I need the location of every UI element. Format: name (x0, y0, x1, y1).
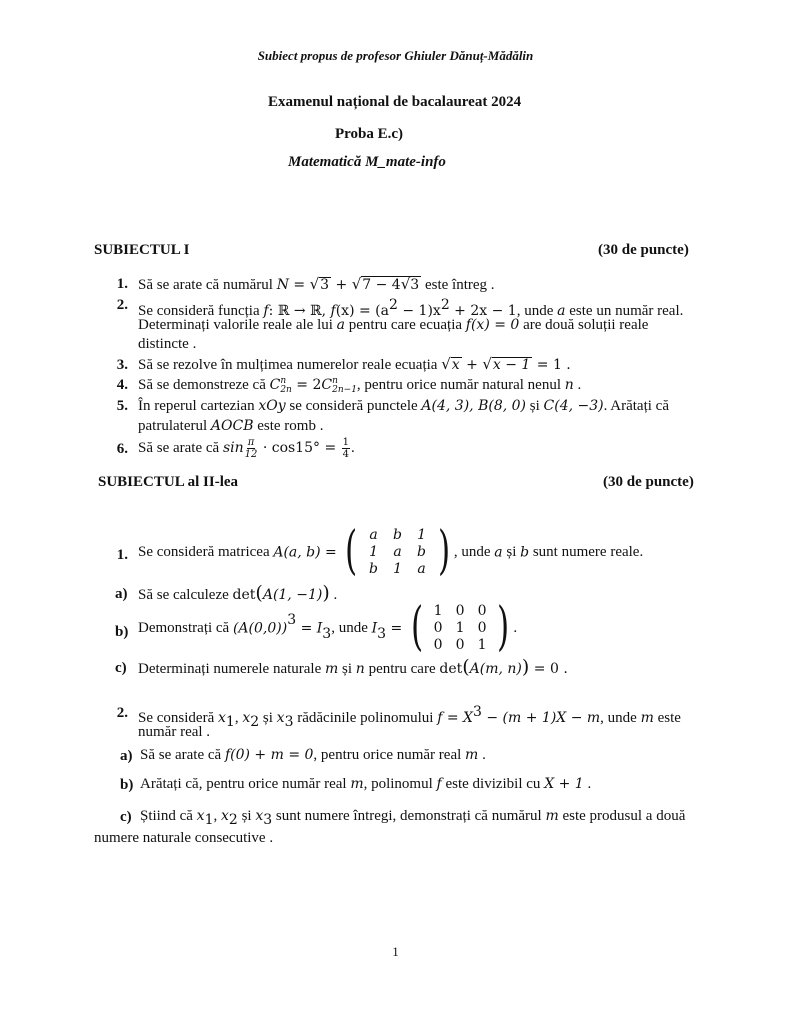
identity-cell: 1 (433, 603, 443, 619)
s1-item2-line2: Determinați valorile reale ale lui a pentru care ecuația f(x) = 0 are două soluții reale (138, 317, 649, 333)
s1-item5-number: 5. (116, 398, 128, 414)
s2-p1-c: Determinați numerele naturale m și n pentru care det(A(m, n)) = 0 . (138, 656, 568, 678)
s2-p2-c-label: c) (120, 809, 132, 825)
s2-p2-intro: Se consideră $x_1$, $x_2$ și $x_3$ rădăcinile polinomului $f = X^3 - (m + 1)X - m$, unde m este (138, 704, 681, 730)
matrix-a-cell: b (393, 527, 403, 543)
identity-cell: 1 (455, 620, 465, 636)
s2-p2-c-line2: numere naturale consecutive . (94, 830, 274, 846)
identity-cell: 0 (477, 620, 487, 636)
identity-cell: 0 (433, 637, 443, 653)
s2-p2-a: Să se arate că f(0) + m = 0, pentru orice număr real m . (140, 747, 486, 763)
s2-p1-c-label: c) (115, 660, 127, 676)
s1-item1-number: 1. (116, 276, 128, 292)
identity-cell: 0 (455, 637, 465, 653)
s1-item6-number: 6. (116, 441, 128, 457)
s2-p1-number: 1. (116, 547, 128, 563)
matrix-A: ( a b 1 1 a b b 1 a ) (345, 520, 450, 581)
matrix-a-cell: 1 (393, 561, 402, 577)
s2-p1-b-label: b) (115, 624, 129, 640)
matrix-a-cell: a (369, 527, 378, 543)
s1-item2-line1: Se consideră funcția f: ℝ → ℝ, $f(x) = (a^2 - 1)x^2 + 2x - 1$, unde a este un număr real. (138, 297, 684, 319)
s1-item3-number: 3. (116, 357, 128, 373)
section1-title: SUBIECTUL I (94, 242, 190, 258)
matrix-a-cell: 1 (369, 544, 378, 560)
s1-item5-line2: patrulaterul AOCB este romb . (138, 418, 324, 434)
page-number: 1 (392, 944, 399, 959)
s1-item3: Să se rezolve în mulțimea numerelor reale ecuația √x + √x − 1 = 1 . (138, 355, 571, 373)
s2-p2-b-label: b) (120, 777, 134, 793)
s1-item6: Să se arate că sin $\frac{\pi}{12}$ · cos15° = $\frac{1}{4}$ . (138, 437, 355, 461)
matrix-a-cell: 1 (417, 527, 426, 543)
s2-p2-c: Știind că $x_1$, $x_2$ și $x_3$ sunt numere întregi, demonstrați că numărul m este produsul a două (140, 808, 686, 828)
s1-item5-line1: În reperul cartezian xOy se consideră punctele A(4, 3), B(8, 0) și C(4, −3). Arătați că (138, 398, 669, 414)
s1-item4-number: 4. (116, 377, 128, 393)
s2-p1-b: Demonstrați că $(A(0,0))^3 = I_3$, unde $I_3$ = ( 1 0 0 0 1 0 0 0 1 ) . (138, 596, 518, 657)
s2-p2-b: Arătați că, pentru orice număr real m, polinomul f este divizibil cu X + 1 . (140, 776, 592, 792)
subject-name: Matematică M_mate-info (288, 154, 446, 170)
s2-p2-a-label: a) (120, 748, 133, 764)
s1-item1: Să se arate că numărul N = √3 + √7 − 4√3 este întreg . (138, 275, 495, 293)
matrix-a-cell: a (393, 544, 402, 560)
s1-item4: Să se demonstreze că C n 2n = 2C n 2n−1 , pentru orice număr natural nenul n . (138, 375, 582, 395)
s2-p1-a-label: a) (115, 586, 128, 602)
author-line: Subiect propus de profesor Ghiuler Dănuț-Mădălin (257, 48, 534, 63)
s2-p2-intro-line2: număr real . (138, 724, 211, 740)
proba: Proba E.c) (335, 126, 404, 142)
section2-points: (30 de puncte) (603, 474, 694, 490)
s2-p1-a: Să se calculeze det(A(1, −1)) . (138, 582, 338, 604)
matrix-a-cell: b (369, 561, 379, 577)
identity-matrix: ( 1 0 0 0 1 0 0 0 1 ) (410, 596, 510, 657)
identity-cell: 0 (433, 620, 443, 636)
identity-cell: 0 (477, 603, 487, 619)
identity-cell: 1 (477, 637, 487, 653)
section2-title: SUBIECTUL al II-lea (98, 474, 239, 490)
s2-p2-number: 2. (116, 705, 128, 721)
identity-cell: 0 (455, 603, 465, 619)
s1-item2-number: 2. (116, 297, 128, 313)
exam-title: Examenul național de bacalaureat 2024 (268, 94, 522, 110)
s1-item2-line3: distincte . (138, 336, 197, 352)
section1-points: (30 de puncte) (598, 242, 689, 258)
matrix-a-cell: a (417, 561, 426, 577)
s2-p1-intro: Se consideră matricea A(a, b) = ( a b 1 1 a b b 1 a ) , unde a și b sunt numere reale. (138, 520, 644, 581)
matrix-a-cell: b (417, 544, 427, 560)
